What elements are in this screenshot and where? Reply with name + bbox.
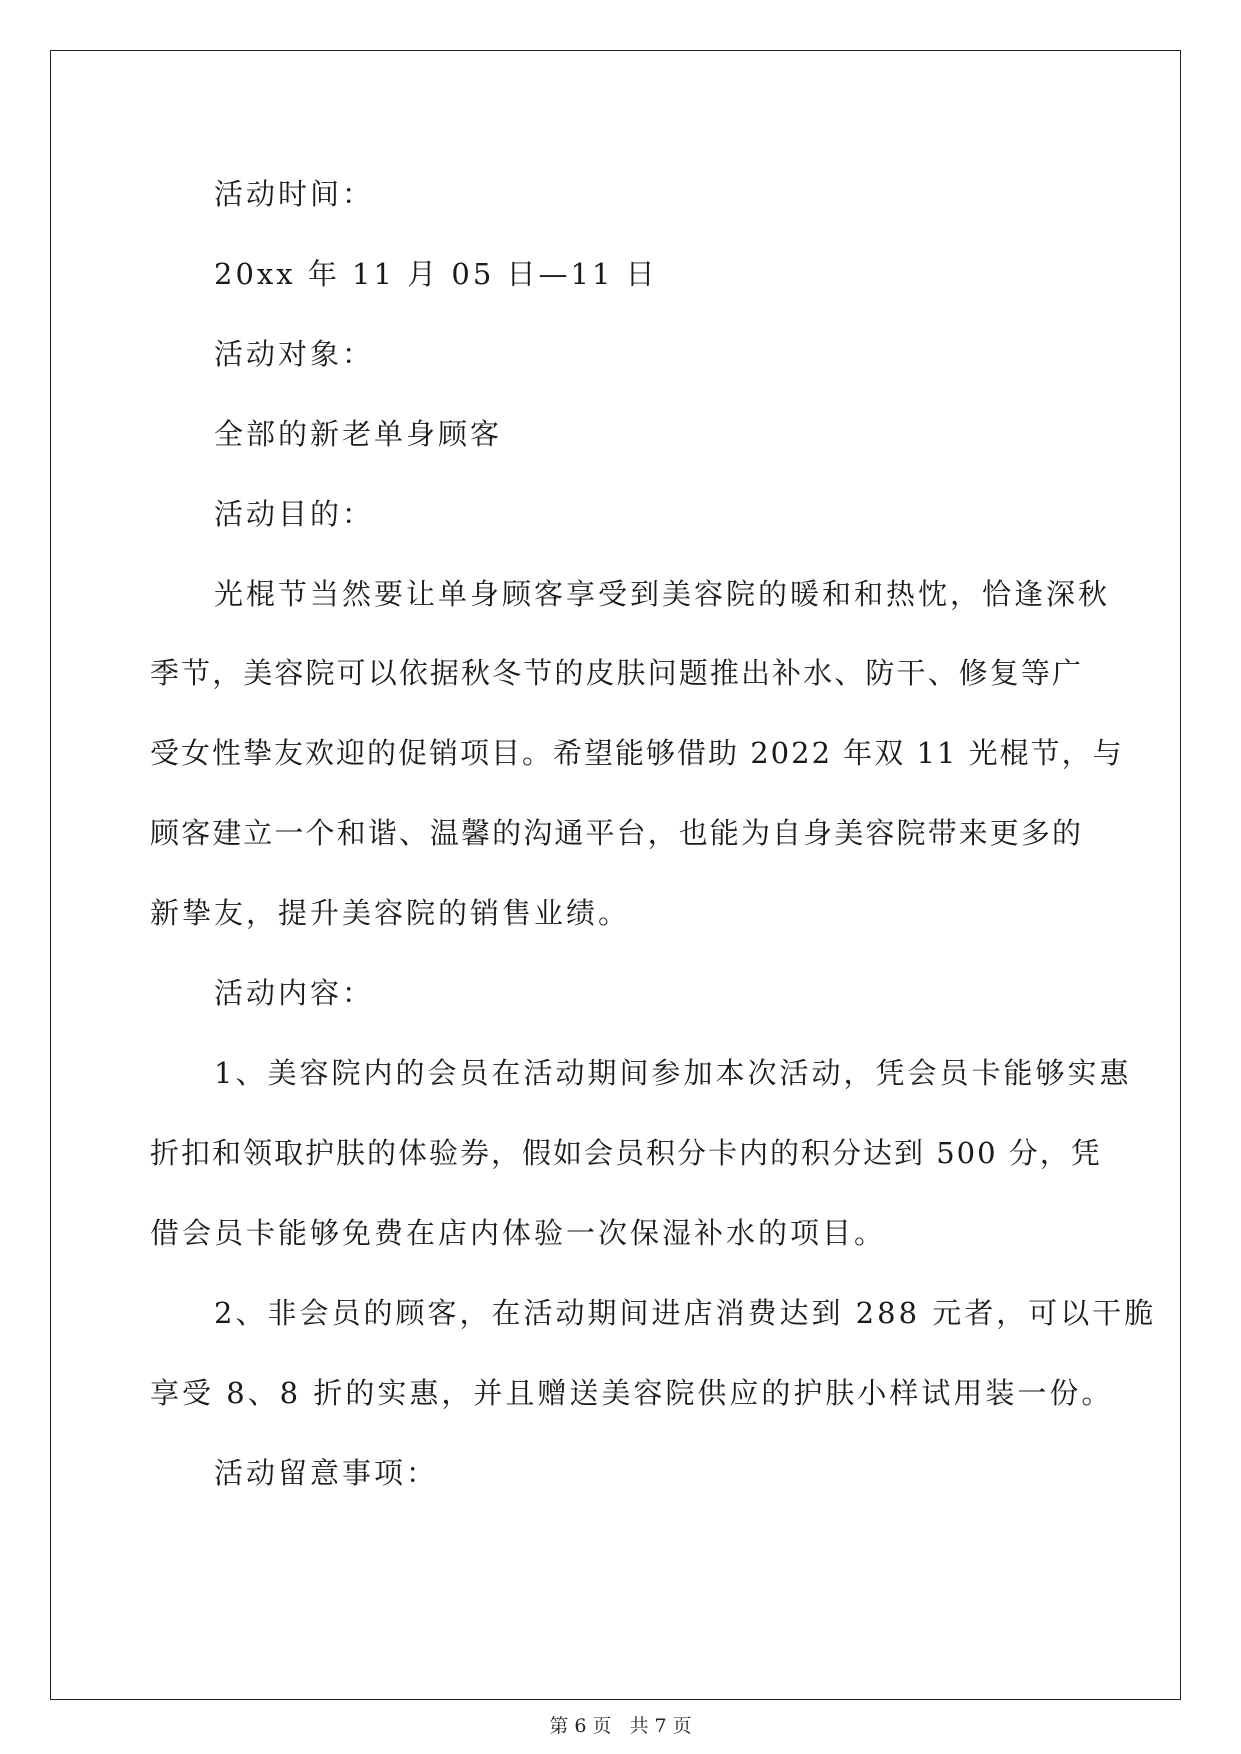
purpose-paragraph-line: 季节，美容院可以依据秋冬节的皮肤问题推出补水、防干、修复等广 [150,656,1083,690]
page-border [50,50,1181,1700]
content-item-2-line: 2、非会员的顾客，在活动期间进店消费达到 288 元者，可以干脆 [214,1296,1157,1330]
activity-target-value: 全部的新老单身顾客 [214,417,503,451]
activity-notes-heading: 活动留意事项： [214,1456,439,1490]
purpose-paragraph-line: 受女性挚友欢迎的促销项目。希望能够借助 2022 年双 11 光棍节，与 [150,736,1124,770]
purpose-paragraph-line: 光棍节当然要让单身顾客享受到美容院的暖和和热忱，恰逢深秋 [214,577,1111,611]
page-footer [0,1714,1241,1738]
purpose-paragraph-line: 新挚友，提升美容院的销售业绩。 [150,896,631,930]
activity-target-heading: 活动对象： [214,337,375,371]
content-item-1-line: 1、美容院内的会员在活动期间参加本次活动，凭会员卡能够实惠 [214,1056,1132,1090]
activity-time-value: 20xx 年 11 月 05 日—11 日 [214,257,658,291]
content-item-2-line: 享受 8、8 折的实惠，并且赠送美容院供应的护肤小样试用装一份。 [150,1376,1114,1410]
activity-purpose-heading: 活动目的： [214,497,375,531]
page-number: 第 6 页 [549,1715,612,1737]
page-total: 共 7 页 [629,1715,692,1737]
purpose-paragraph-line: 顾客建立一个和谐、温馨的沟通平台，也能为自身美容院带来更多的 [150,816,1083,850]
activity-time-heading: 活动时间： [214,177,375,211]
content-item-1-line: 折扣和领取护肤的体验券，假如会员积分卡内的积分达到 500 分，凭 [150,1136,1102,1170]
activity-content-heading: 活动内容： [214,976,375,1010]
content-item-1-line: 借会员卡能够免费在店内体验一次保湿补水的项目。 [150,1216,887,1250]
